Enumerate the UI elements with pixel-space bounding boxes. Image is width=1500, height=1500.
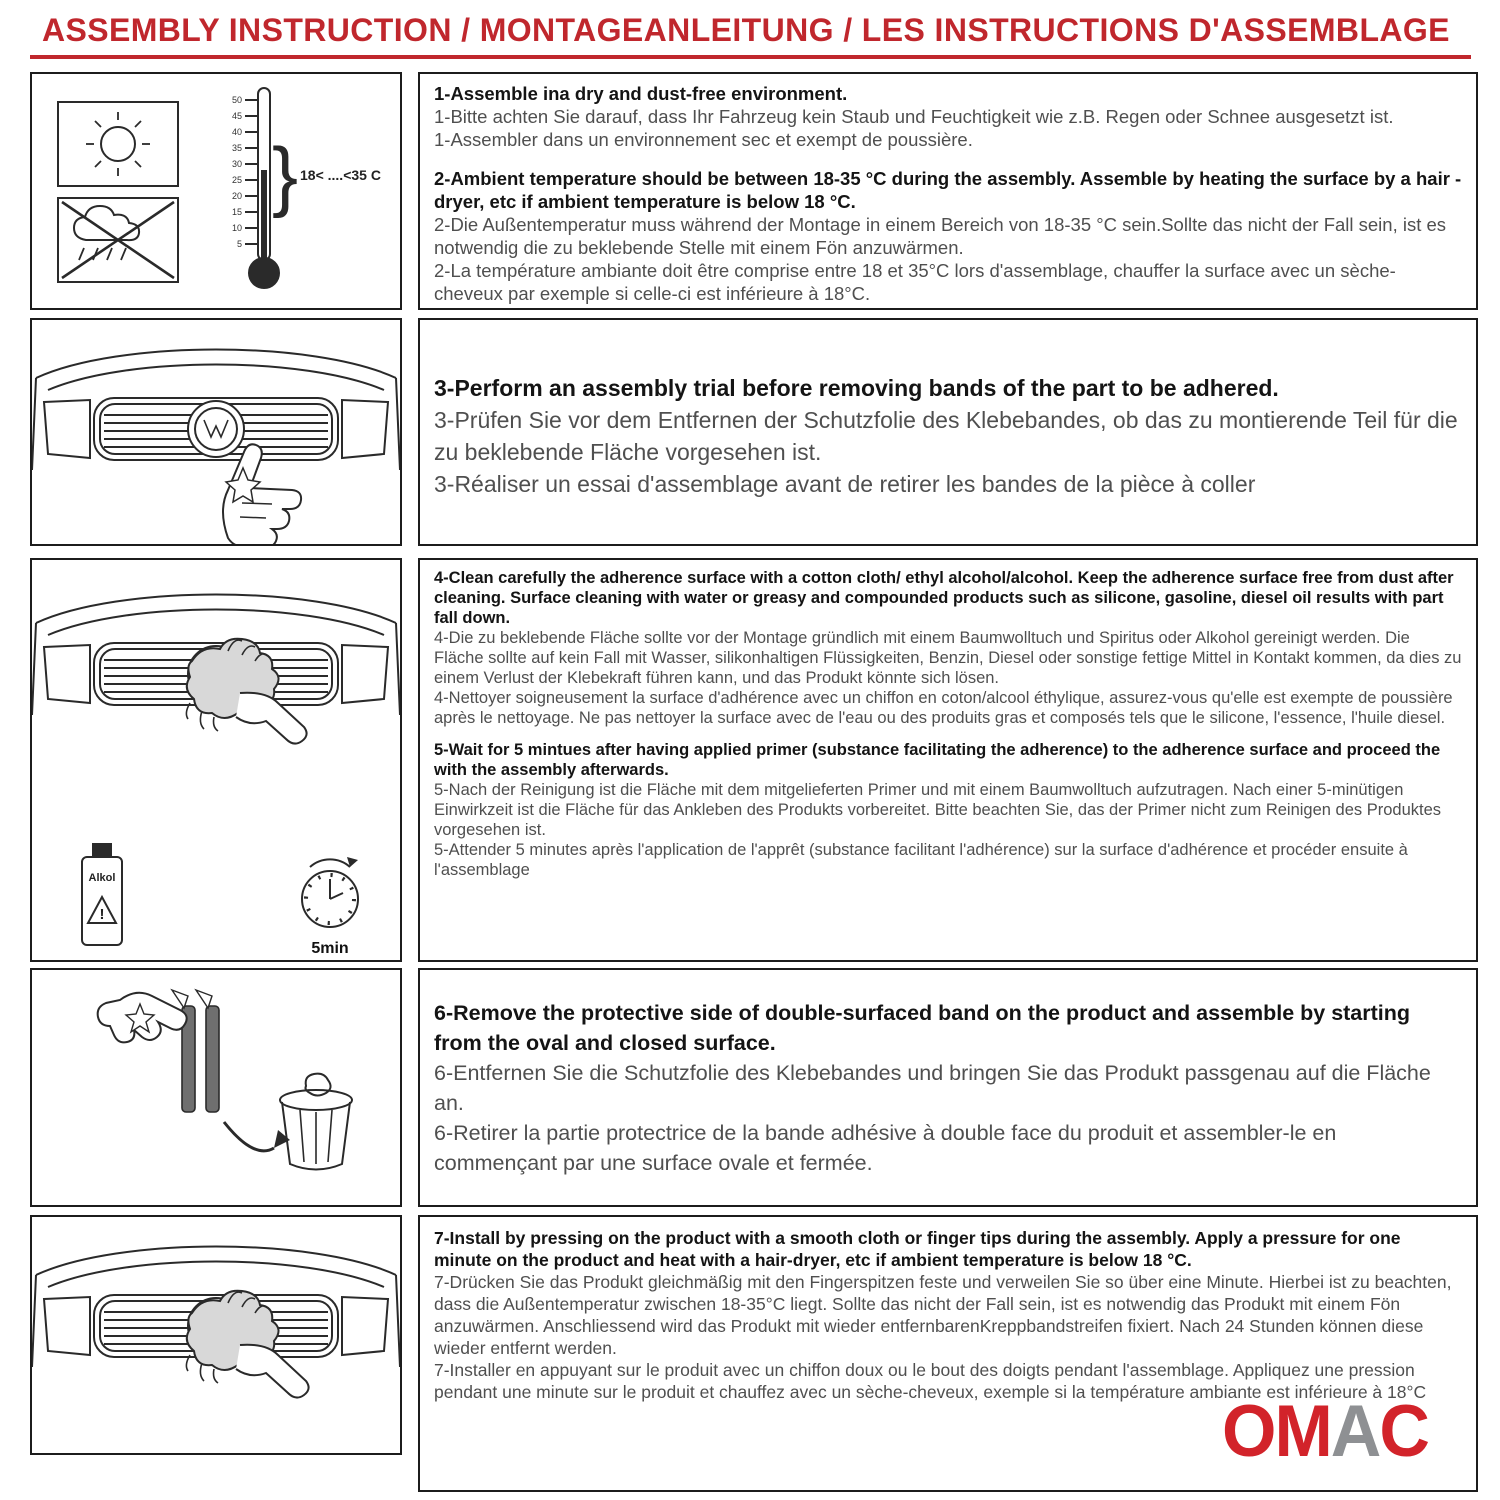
- instruction-5-de: 5-Nach der Reinigung ist die Fläche mit dem mitgelieferten Primer und mit einem Baumwolltuch aufzutragen. Nach einer 5-minütigen Einwirkzeit ist die Fläche für das Ankleben des Produkts vorbereitet. Bitte beachten Sie, das der Primer nicht zum Reinigen des Produktes vorgesehen ist.: [434, 781, 1442, 839]
- section-3-text-panel: [418, 318, 1478, 546]
- no-rain-icon: [62, 202, 174, 278]
- pressing-illustration: [32, 1217, 400, 1453]
- scale-value: 35: [231, 143, 242, 153]
- scale-value: 45: [231, 111, 242, 121]
- assembly-trial-illustration-panel: [30, 318, 402, 546]
- brand-logo: [1222, 1390, 1428, 1472]
- instruction-3-fr: 3-Réaliser un essai d'assemblage avant de retirer les bandes de la pièce à coller: [434, 471, 1256, 497]
- trash-can-icon: [280, 1074, 352, 1170]
- arrow-icon: [224, 1122, 290, 1151]
- instruction-7-de: 7-Drücken Sie das Produkt gleichmäßig mit den Fingerspitzen feste und verweilen Sie so über eine Minute. Hierbei ist zu beachten, dass die Außentemperatur zwischen 18-35°C liegt. Sollte das nicht der Fall sein, ist es notwendig das Produkt mit einem Fön anzuwärmen. Anschliessend wird das Produkt mit wieder entfernbarenKreppbandstreifen fixiert. Nach 24 Stunden können diese wieder entfernt werden.: [434, 1272, 1452, 1358]
- scale-value: 40: [231, 127, 242, 137]
- thermometer-icon: [232, 88, 381, 288]
- holding-hand-icon: [98, 993, 187, 1043]
- instruction-4-fr: 4-Nettoyer soigneusement la surface d'adhérence avec un chiffon en coton/alcool éthylique, assurez-vous qu'elle est exempte de poussière après le nettoyage. Ne pas nettoyer la surface avec de l'eau ou des produits gras et composés tels que le silicone, l'essence, l'huile diesel.: [434, 689, 1453, 727]
- instruction-7-en: 7-Install by pressing on the product with a smooth cloth or finger tips during the assembly. Apply a pressure for one minute on the product and heat with a hair-dryer, etc if ambient temperature is below 18 °C.: [434, 1228, 1401, 1270]
- title-underline: [30, 55, 1471, 59]
- instruction-4-de: 4-Die zu beklebende Fläche sollte vor der Montage gründlich mit einem Baumwolltuch und Spiritus oder Alkohol gereinigt werden. Die Fläche sollte auf kein Fall mit Wasser, silikonhaltigen Flüssigkeiten, Benzin, Diesel oder sonstige fettige Mittel in Kontakt kommen, da dies zu einem Verlust der Klebekraft führen kann, und das Produkt könnte sich lösen.: [434, 629, 1462, 687]
- alcohol-bottle-icon: [82, 843, 122, 945]
- cleaning-illustration-panel: [30, 558, 402, 962]
- temperature-range-label: 18< ....<35 C: [300, 167, 381, 183]
- wait-time-label: 5min: [311, 940, 349, 957]
- band-removal-illustration: [32, 970, 400, 1205]
- paragraph-spacer: [434, 151, 1462, 167]
- pressing-illustration-panel: [30, 1215, 402, 1455]
- scale-value: 50: [231, 95, 242, 105]
- scale-value: 5: [236, 239, 242, 249]
- scale-value: 15: [231, 207, 242, 217]
- instruction-4-en: 4-Clean carefully the adherence surface with a cotton cloth/ ethyl alcohol/alcohol. Keep the adherence surface free from dust after cleaning. Surface cleaning with water or greasy and compounded products such as silicone, gasoline, diesel oil results with part fall down.: [434, 569, 1454, 627]
- instruction-3-en: 3-Perform an assembly trial before removing bands of the part to be adhered.: [434, 375, 1279, 401]
- section-4-5-text-panel: [418, 558, 1478, 962]
- logo-letter-o: O: [1222, 1390, 1275, 1472]
- scale-value: 10: [231, 223, 242, 233]
- instruction-2-en: 2-Ambient temperature should be between 18-35 °C during the assembly. Assemble by heating the surface by a hair -dryer, etc if ambient temperature is below 18 °C.: [434, 168, 1462, 212]
- instruction-1-en: 1-Assemble ina dry and dust-free environment.: [434, 83, 848, 104]
- instruction-7-fr: 7-Installer en appuyant sur le produit avec un chiffon doux ou le bout des doigts pendant l'assemblage. Appliquez une pression pendant une minute sur le produit et chauffez avec un sèche-cheveux, exemple si la température ambiante est inférieure à 18°C: [434, 1360, 1427, 1402]
- range-bracket: }: [272, 131, 299, 219]
- instruction-2-de: 2-Die Außentemperatur muss während der Montage in einem Bereich von 18-35 °C sein.Sollte das nicht der Fall sein, ist es notwendig die zu beklebende Stelle mit einem Fön anzuwärmen.: [434, 214, 1447, 258]
- instruction-5-en: 5-Wait for 5 mintues after having applied primer (substance facilitating the adherence) to the adherence surface and proceed the with the assembly afterwards.: [434, 741, 1441, 779]
- section-1-2-text-panel: [418, 72, 1478, 310]
- clock-icon: [302, 857, 358, 957]
- instruction-2-fr: 2-La température ambiante doit être comprise entre 18 et 35°C lors d'assemblage, chauffer la surface avec un sèche-cheveux par exemple si celle-ci est inférieure à 18°C.: [434, 260, 1396, 304]
- section-6-text-panel: [418, 968, 1478, 1207]
- scale-value: 20: [231, 191, 242, 201]
- instruction-1-de: 1-Bitte achten Sie darauf, dass Ihr Fahrzeug kein Staub und Feuchtigkeit wie z.B. Regen oder Schnee ausgesetzt ist.: [434, 106, 1394, 127]
- instruction-6-de: 6-Entfernen Sie die Schutzfolie des Klebebandes und bringen Sie das Produkt passgenau auf die Fläche an.: [434, 1061, 1431, 1115]
- bottle-label: Alkol: [88, 872, 116, 884]
- instruction-3-de: 3-Prüfen Sie vor dem Entfernen der Schutzfolie des Klebebandes, ob das zu montierende Teil für die zu beklebende Fläche vorgesehen ist.: [434, 407, 1458, 465]
- logo-letter-c: C: [1379, 1390, 1428, 1472]
- sun-icon: [86, 112, 150, 176]
- paragraph-spacer: [434, 728, 1462, 740]
- instruction-6-fr: 6-Retirer la partie protectrice de la bande adhésive à double face du produit et assembler-le en commençant par une surface ovale et fermée.: [434, 1121, 1337, 1175]
- instruction-6-en: 6-Remove the protective side of double-surfaced band on the product and assemble by starting from the oval and closed surface.: [434, 1001, 1411, 1055]
- cleaning-illustration: [32, 560, 400, 960]
- scale-value: 25: [231, 175, 242, 185]
- environment-illustration: [32, 74, 400, 308]
- warning-mark: !: [99, 906, 105, 923]
- tape-strips-icon: [172, 990, 219, 1112]
- band-removal-illustration-panel: [30, 968, 402, 1207]
- scale-value: 30: [231, 159, 242, 169]
- car-grille-icon: [32, 350, 400, 471]
- environment-illustration-panel: [30, 72, 402, 310]
- instruction-5-fr: 5-Attender 5 minutes après l'application de l'apprêt (substance facilitant l'adhérence) sur la surface d'adhérence et procéder ensuite à l'assemblage: [434, 841, 1408, 879]
- grille-trial-illustration: [32, 320, 400, 544]
- logo-letter-a: A: [1330, 1390, 1380, 1472]
- logo-letter-m: M: [1274, 1390, 1331, 1472]
- page-title: ASSEMBLY INSTRUCTION / MONTAGEANLEITUNG / LES INSTRUCTIONS D'ASSEMBLAGE: [42, 12, 1450, 48]
- instruction-1-fr: 1-Assembler dans un environnement sec et exempt de poussière.: [434, 129, 973, 150]
